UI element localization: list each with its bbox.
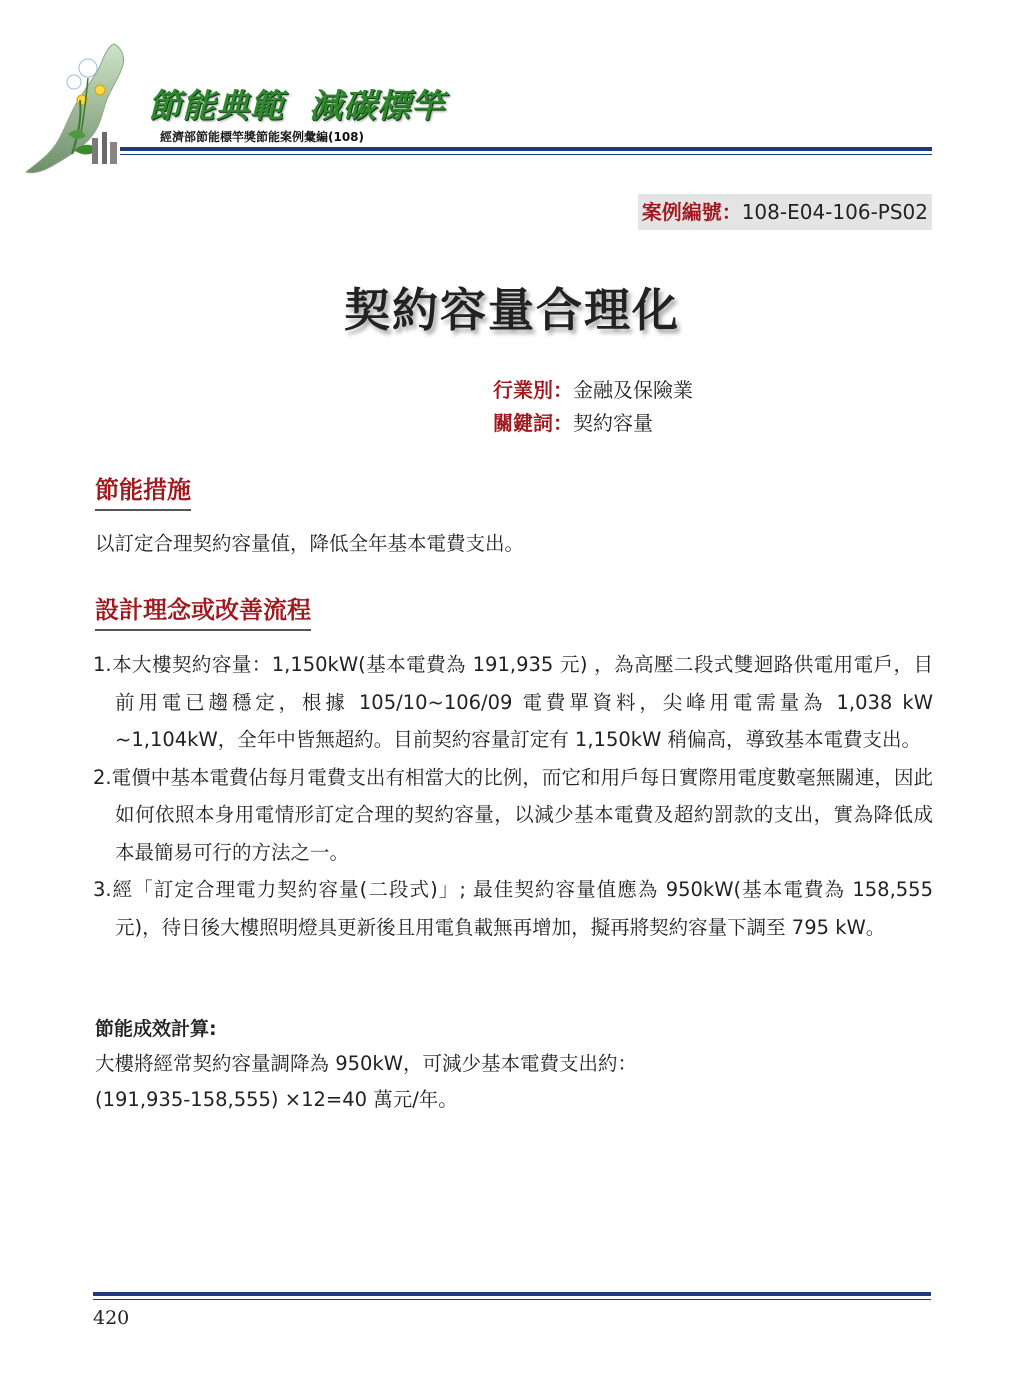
taiwan-dandelion-logo — [22, 38, 152, 178]
keyword-row — [493, 407, 653, 436]
list-item: 1.本大樓契約容量：1,150kW(基本電費為 191,935 元) ，為高壓二段式雙迴路供電用電戶，目前用電已趨穩定，根據 105/10~106/09 電費單資料，尖峰用電需量為 1,038 kW ~1,104kW，全年中皆無超約。目前契約容量訂定有 1,150kW 稍偏高，導致基本電費支出。 — [93, 653, 933, 751]
design-list — [93, 646, 933, 946]
industry-value: 金融及保險業 — [573, 378, 693, 402]
footer-divider — [93, 1292, 931, 1296]
section-heading-design: 設計理念或改善流程 — [95, 590, 311, 631]
measures-text: 以訂定合理契約容量值，降低全年基本電費支出。 — [95, 532, 525, 555]
document-title: 契約容量合理化 — [344, 283, 680, 337]
list-item: 3.經「訂定合理電力契約容量(二段式)」; 最佳契約容量值應為 950kW(基本電費為 158,555 元)，待日後大樓照明燈具更新後且用電負載無再增加，擬再將契約容量下調至 795 kW。 — [93, 878, 933, 939]
savings-calculation — [95, 1012, 930, 1118]
brand-title: 節能典範 減碳標竿 — [148, 86, 445, 125]
brand-subtitle: 經濟部節能標竿獎節能案例彙編(108) — [160, 130, 365, 144]
calc-line-1: 大樓將經常契約容量調降為 950kW，可減少基本電費支出約： — [95, 1052, 637, 1075]
header-divider-thin — [120, 154, 932, 155]
page-number: 420 — [93, 1307, 130, 1329]
list-item: 2.電價中基本電費佔每月電費支出有相當大的比例，而它和用戶每日實際用電度數毫無關連，因此如何依照本身用電情形訂定合理的契約容量，以減少基本電費及超約罰款的支出，實為降低成本最簡易可行的方法之一。 — [93, 765, 933, 864]
keyword-label: 關鍵詞： — [493, 411, 573, 435]
industry-row — [493, 374, 693, 403]
footer-divider-thin — [93, 1299, 931, 1300]
section-heading-measures: 節能措施 — [95, 470, 191, 511]
calc-line-2: (191,935-158,555) ×12=40 萬元/年。 — [95, 1088, 458, 1111]
header-divider — [120, 147, 932, 151]
case-number-label: 案例編號： — [641, 200, 742, 224]
calc-heading: 節能成效計算: — [95, 1018, 217, 1040]
case-number-box — [638, 194, 932, 230]
case-number-value: 108-E04-106-PS02 — [741, 200, 928, 224]
keyword-value: 契約容量 — [573, 411, 653, 435]
industry-label: 行業別： — [493, 378, 573, 402]
